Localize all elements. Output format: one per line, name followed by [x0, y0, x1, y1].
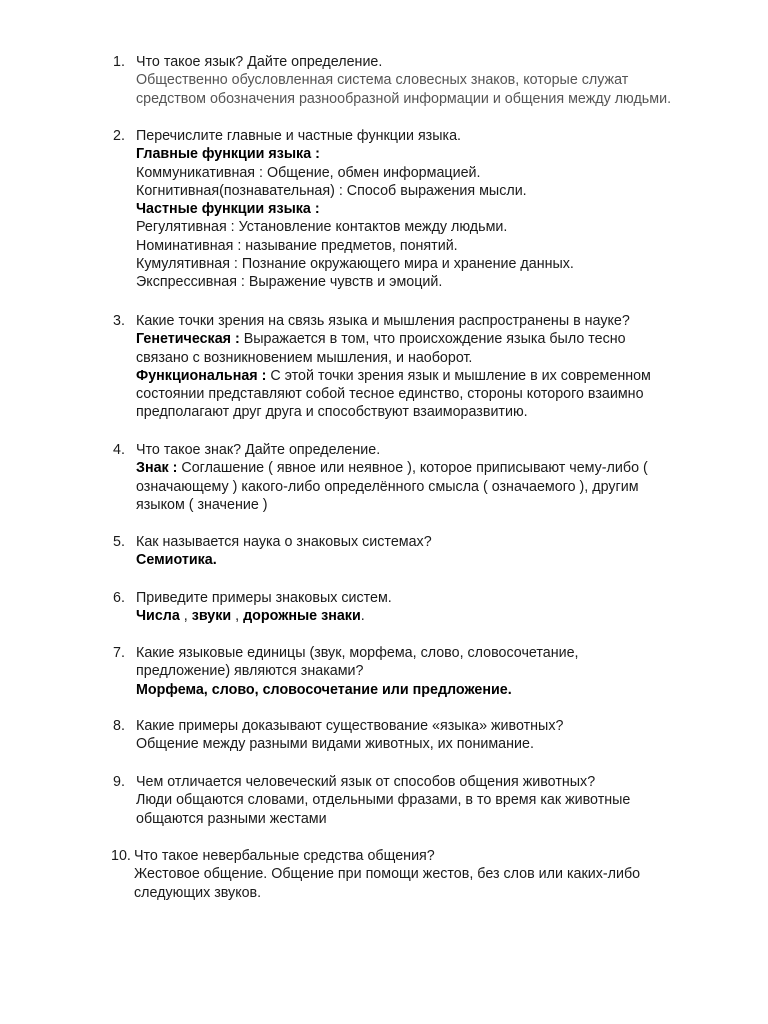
answer-line: означающему ) какого-либо определённого смысла ( означаемого ), другим [136, 478, 639, 495]
question-text: Что такое знак? Дайте определение. [136, 442, 381, 458]
answer-line: общаются разными жестами [136, 810, 327, 827]
answer-item: звуки [191, 608, 232, 625]
answer-line: следующих звуков. [134, 884, 262, 901]
question-9 [0, 773, 720, 828]
separator: . [360, 608, 365, 625]
answer-line [136, 367, 716, 385]
question-1 [0, 53, 720, 108]
function-item [136, 218, 716, 236]
question-2 [0, 127, 720, 292]
question-5 [0, 533, 720, 570]
function-term: Когнитивная(познавательная) : [136, 182, 347, 199]
function-item [136, 273, 716, 291]
answer-line: средством обозначения разнообразной информации и общения между людьми. [136, 90, 672, 107]
answer-line: Общение между разными видами животных, их понимание. [136, 736, 534, 753]
main-functions-heading: Главные функции языка : [136, 146, 320, 163]
question-number: 8. [113, 718, 125, 734]
question-4 [0, 441, 720, 514]
answer-line: Жестовое общение. Общение при помощи жестов, без слов или каких-либо [134, 866, 641, 883]
sign-term: Знак : [136, 460, 178, 477]
answer-line: предполагают друг друга и способствуют взаиморазвитию. [136, 404, 528, 421]
separator: , [231, 608, 244, 625]
question-7 [0, 644, 720, 699]
function-definition: Способ выражения мысли. [346, 182, 527, 199]
question-10 [0, 847, 720, 902]
genetic-term: Генетическая : [136, 331, 240, 348]
answer-line: Общественно обусловленная система словесных знаков, которые служат [136, 72, 629, 89]
answer-line: состоянии представляют собой тесное единство, стороны которого взаимно [136, 386, 644, 403]
function-item [136, 255, 716, 273]
question-text: Какие примеры доказывают существование «языка» животных? [136, 718, 564, 734]
answer-line: связано с возникновением мышления, и наоборот. [136, 349, 473, 366]
question-text: Чем отличается человеческий язык от способов общения животных? [136, 774, 596, 790]
function-definition: Установление контактов между людьми. [238, 219, 508, 236]
function-definition: Познание окружающего мира и хранение данных. [241, 256, 574, 273]
question-number: 6. [113, 590, 125, 606]
answer-line [136, 607, 716, 625]
question-number: 4. [113, 442, 125, 458]
question-8 [0, 717, 720, 754]
question-text: Какие точки зрения на связь языка и мышления распространены в науке? [136, 313, 630, 329]
question-number: 10. [111, 848, 131, 864]
question-3 [0, 312, 720, 422]
question-6 [0, 589, 720, 626]
question-number: 7. [113, 645, 125, 661]
question-text: Что такое язык? Дайте определение. [136, 54, 383, 70]
function-item [136, 237, 716, 255]
answer-text: Выражается в том, что происхождение языка было тесно [239, 331, 626, 348]
partial-functions-heading: Частные функции языка : [136, 201, 320, 218]
question-number: 1. [113, 54, 125, 70]
question-text: Перечислите главные и частные функции языка. [136, 128, 462, 144]
answer-text: Соглашение ( явное или неявное ), которое приписывают чему-либо ( [177, 460, 648, 477]
function-definition: Общение, обмен информацией. [266, 164, 481, 181]
function-definition: называние предметов, понятий. [245, 237, 458, 254]
question-text: Приведите примеры знаковых систем. [136, 590, 392, 606]
answer-line [136, 330, 716, 348]
answer-text: Семиотика. [136, 552, 217, 569]
function-term: Коммуникативная : [136, 164, 267, 181]
separator: , [179, 608, 192, 625]
function-definition: Выражение чувств и эмоций. [248, 274, 443, 291]
answer-item: Числа [136, 608, 180, 625]
question-number: 9. [113, 774, 125, 790]
answer-text: С этой точки зрения язык и мышление в их современном [266, 367, 651, 384]
function-term: Экспрессивная : [136, 274, 249, 291]
answer-line: языком ( значение ) [136, 496, 268, 513]
functional-term: Функциональная : [136, 367, 267, 384]
question-number: 3. [113, 313, 125, 329]
answer-text: Морфема, слово, словосочетание или предложение. [136, 681, 512, 698]
question-number: 5. [113, 534, 125, 550]
question-text: предложение) являются знаками? [136, 663, 364, 680]
answer-item: дорожные знаки [243, 608, 361, 625]
function-term: Номинативная : [136, 237, 246, 254]
question-number: 2. [113, 128, 125, 144]
answer-line: Люди общаются словами, отдельными фразами, в то время как животные [136, 792, 631, 809]
answer-line [136, 459, 716, 477]
question-text: Какие языковые единицы (звук, морфема, слово, словосочетание, [136, 645, 579, 661]
question-text: Как называется наука о знаковых системах? [136, 534, 432, 550]
function-item [136, 182, 716, 200]
function-term: Регулятивная : [136, 219, 239, 236]
function-item [136, 164, 716, 182]
question-text: Что такое невербальные средства общения? [134, 848, 435, 864]
function-term: Кумулятивная : [136, 256, 242, 273]
